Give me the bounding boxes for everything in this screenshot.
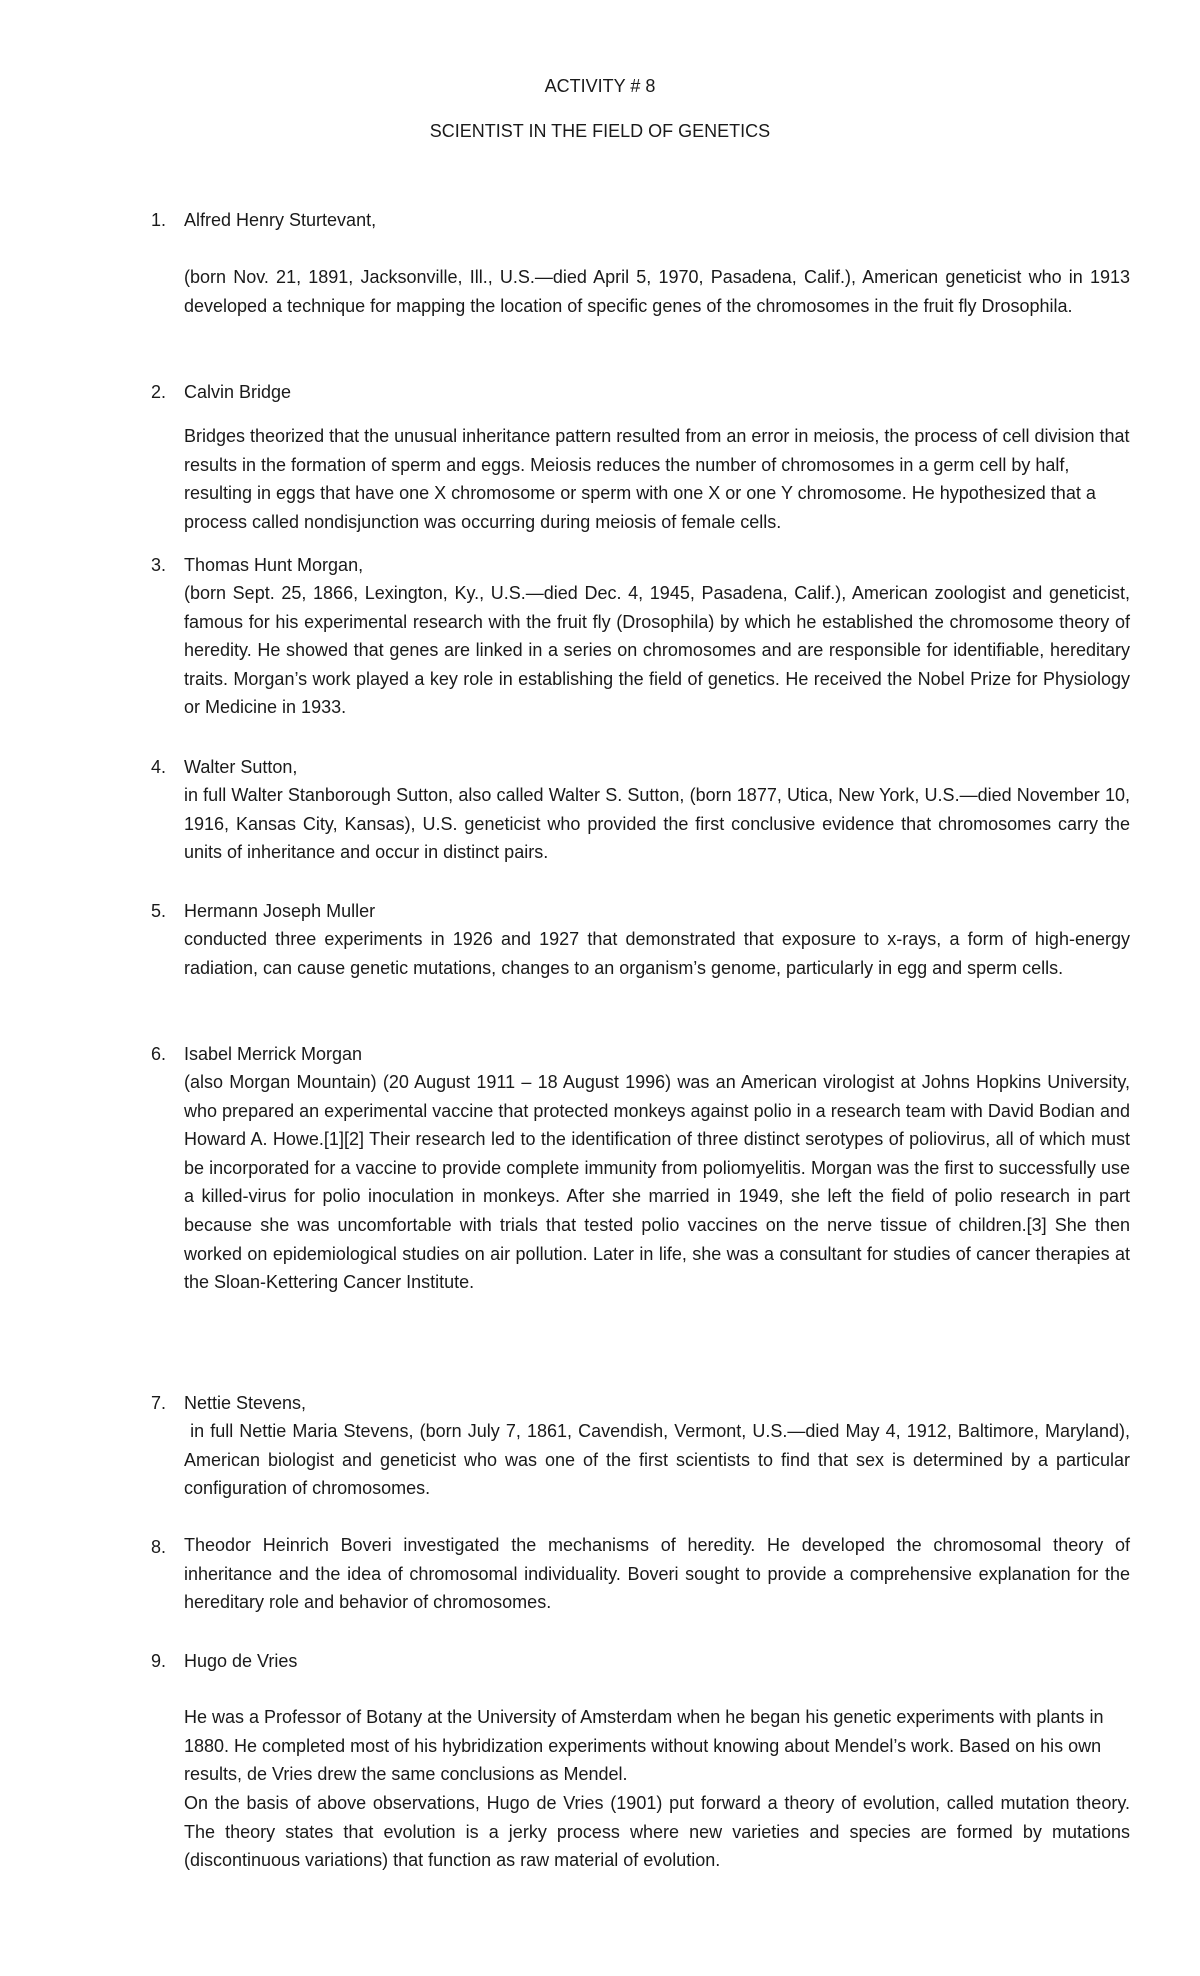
item-number: 5. — [151, 901, 167, 921]
scientist-name: Thomas Hunt Morgan, — [184, 555, 364, 575]
scientist-description-continued: On the basis of above observations, Hugo de Vries (1901) put forward a theory of evolution, called mutation theory. The theory states that evolution is a jerky process where new varieties and species are formed by mutations (discontinuous variations) that function as raw material of evolution. — [184, 1793, 1130, 1871]
item-number: 3. — [151, 555, 167, 575]
scientist-description: (born Nov. 21, 1891, Jacksonville, Ill., U.S.—died April 5, 1970, Pasadena, Calif.), American geneticist who in 1913 developed a technique for mapping the location of specific genes of the chromosomes in the fruit fly Drosophila. — [184, 267, 1130, 316]
scientist-name: Calvin Bridge — [184, 382, 292, 402]
scientist-description: (also Morgan Mountain) (20 August 1911 – 18 August 1996) was an American virologist at Johns Hopkins University, who prepared an experimental vaccine that protected monkeys against polio in a research team with David Bodian and Howard A. Howe.[1][2] Their research led to the identification of three distinct serotypes of poliovirus, all of which must be incorporated for a vaccine to provide complete immunity from poliomyelitis. Morgan was the first to successfully use a killed-virus for polio inoculation in monkeys. After she married in 1949, she left the field of polio research in part because she was uncomfortable with trials that tested polio vaccines on the nerve tissue of children.[3] She then worked on epidemiological studies on air pollution. Later in life, she was a consultant for studies of cancer therapies at the Sloan-Kettering Cancer Institute. — [184, 1072, 1130, 1293]
item-number: 4. — [151, 757, 167, 777]
item-number: 9. — [151, 1651, 167, 1671]
scientist-description: Theodor Heinrich Boveri investigated the mechanisms of heredity. He developed the chromosomal theory of inheritance and the idea of chromosomal individuality. Boveri sought to provide a comprehensive explanation for the hereditary role and behavior of chromosomes. — [184, 1535, 1130, 1613]
scientist-description: in full Nettie Maria Stevens, (born July 7, 1861, Cavendish, Vermont, U.S.—died May 4, 1912, Baltimore, Maryland), American biologist and geneticist who was one of the first scientists to find that sex is determined by a particular configuration of chromosomes. — [184, 1421, 1136, 1499]
scientist-name: Isabel Merrick Morgan — [184, 1044, 363, 1064]
item-number: 2. — [151, 382, 167, 402]
document-title: ACTIVITY # 8 — [544, 76, 656, 96]
scientist-name: Alfred Henry Sturtevant, — [184, 210, 377, 230]
scientist-description: Bridges theorized that the unusual inheritance pattern resulted from an error in meiosis, the process of cell division that results in the formation of sperm and eggs. Meiosis reduces the number of chromosomes in a germ cell by half, resulting in eggs that have one X chromosome or sperm with one X or one Y chromosome. He hypothesized that a process called nondisjunction was occurring during meiosis of female cells. — [184, 426, 1130, 532]
document-subtitle: SCIENTIST IN THE FIELD OF GENETICS — [429, 121, 771, 141]
item-number: 1. — [151, 210, 167, 230]
item-number: 8. — [151, 1537, 167, 1557]
item-number: 7. — [151, 1393, 167, 1413]
scientist-description: He was a Professor of Botany at the University of Amsterdam when he began his genetic experiments with plants in 1880. He completed most of his hybridization experiments without knowing about Mendel’s work. Based on his own results, de Vries drew the same conclusions as Mendel. — [184, 1707, 1104, 1785]
scientist-name: Nettie Stevens, — [184, 1393, 307, 1413]
scientist-name: Hermann Joseph Muller — [184, 901, 376, 921]
scientist-description: conducted three experiments in 1926 and 1927 that demonstrated that exposure to x-rays, a form of high-energy radiation, can cause genetic mutations, changes to an organism’s genome, particularly in egg and sperm cells. — [184, 929, 1130, 978]
scientist-name: Hugo de Vries — [184, 1651, 298, 1671]
scientist-name: Walter Sutton, — [184, 757, 298, 777]
scientist-description: in full Walter Stanborough Sutton, also called Walter S. Sutton, (born 1877, Utica, New York, U.S.—died November 10, 1916, Kansas City, Kansas), U.S. geneticist who provided the first conclusive evidence that chromosomes carry the units of inheritance and occur in distinct pairs. — [184, 785, 1130, 863]
item-number: 6. — [151, 1044, 167, 1064]
scientist-description: (born Sept. 25, 1866, Lexington, Ky., U.S.—died Dec. 4, 1945, Pasadena, Calif.), American zoologist and geneticist, famous for his experimental research with the fruit fly (Drosophila) by which he established the chromosome theory of heredity. He showed that genes are linked in a series on chromosomes and are responsible for identifiable, hereditary traits. Morgan’s work played a key role in establishing the field of genetics. He received the Nobel Prize for Physiology or Medicine in 1933. — [184, 583, 1130, 718]
